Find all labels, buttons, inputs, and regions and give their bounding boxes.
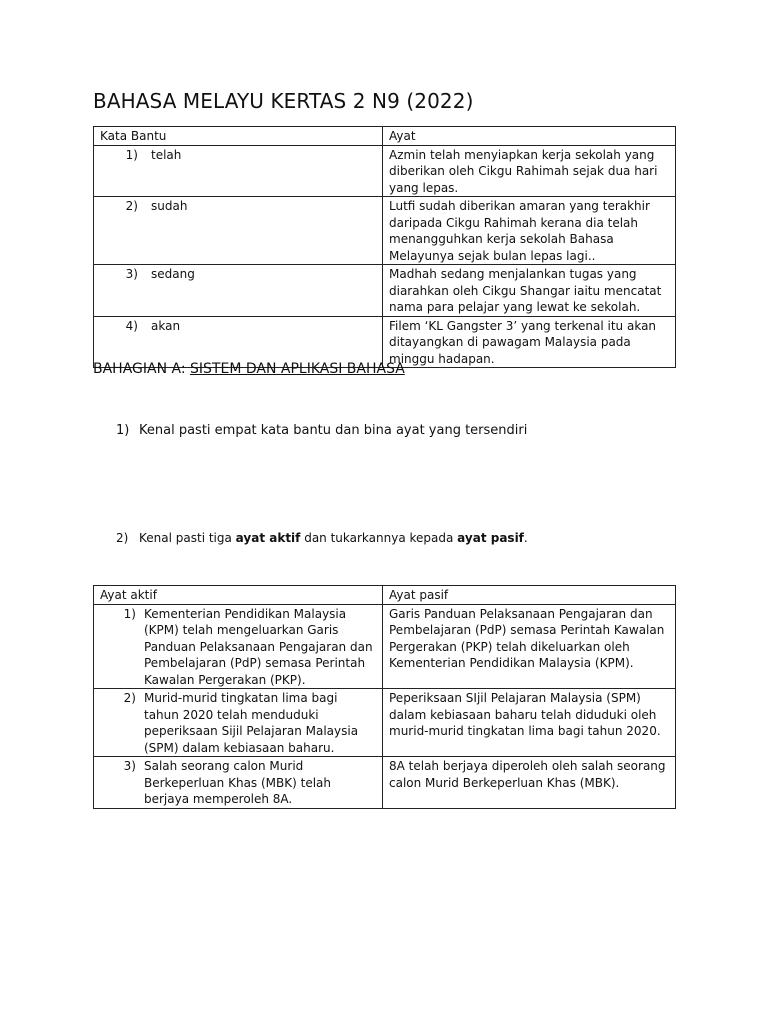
ayat-cell: Lutfi sudah diberikan amaran yang terakhir daripada Cikgu Rahimah kerana dia telah menangguhkan kerja sekolah Bahasa Melayunya sejak bulan lepas lagi..	[383, 197, 676, 265]
ayat-pasif-cell: Peperiksaan SIjil Pelajaran Malaysia (SPM) dalam kebiasaan baharu telah diduduki oleh murid-murid tingkatan lima bagi tahun 2020.	[383, 689, 676, 757]
ayat-cell: Madhah sedang menjalankan tugas yang diarahkan oleh Cikgu Shangar iaitu mencatat nama para pelajar yang lewat ke sekolah.	[383, 265, 676, 317]
row-number: 1)	[125, 147, 138, 162]
kata-bantu-word: sudah	[151, 199, 188, 213]
question-text-part: Kenal pasti tiga	[139, 531, 236, 545]
question-text-part: dan tukarkannya kepada	[300, 531, 458, 545]
question-text-part: .	[523, 531, 528, 545]
section-a-title: SISTEM DAN APLIKASI BAHASA	[190, 361, 405, 377]
ayat-cell: Filem ‘KL Gangster 3’ yang terkenal itu akan ditayangkan di pawagam Malaysia pada minggu hadapan.	[383, 316, 676, 368]
section-a-prefix: BAHAGIAN A:	[93, 361, 191, 377]
kata-bantu-table	[93, 126, 676, 368]
table-row	[94, 316, 676, 368]
question-1	[116, 423, 527, 438]
table-row	[94, 689, 676, 757]
table-row	[94, 604, 676, 689]
row-number: 4)	[125, 318, 138, 333]
section-a-heading	[93, 361, 405, 377]
table-row	[94, 265, 676, 317]
table-row	[94, 145, 676, 197]
table-header-row	[94, 586, 676, 605]
question-2	[116, 531, 528, 545]
question-text: Kenal pasti empat kata bantu dan bina ayat yang tersendiri	[139, 423, 528, 438]
question-bold-ayat-pasif: ayat pasif	[457, 531, 524, 545]
ayat-aktif-cell: Kementerian Pendidikan Malaysia (KPM) telah mengeluarkan Garis Panduan Pelaksanaan Pengajaran dan Pembelajaran (PdP) semasa Perintah Kawalan Pergerakan (PKP).	[144, 606, 373, 687]
kata-bantu-word: akan	[151, 318, 181, 333]
table-header-row	[94, 127, 676, 146]
header-kata-bantu: Kata Bantu	[94, 127, 383, 146]
ayat-pasif-cell: 8A telah berjaya diperoleh oleh salah seorang calon Murid Berkeperluan Khas (MBK).	[383, 757, 676, 809]
ayat-pasif-cell: Garis Panduan Pelaksanaan Pengajaran dan Pembelajaran (PdP) semasa Perintah Kawalan Pergerakan (PKP) telah dikeluarkan oleh Kementerian Pendidikan Malaysia (KPM).	[383, 604, 676, 689]
question-number: 2)	[116, 531, 129, 545]
table-row	[94, 197, 676, 265]
ayat-aktif-cell: Murid-murid tingkatan lima bagi tahun 2020 telah menduduki peperiksaan Sijil Pelajaran Malaysia (SPM) dalam kebiasaan baharu.	[144, 691, 359, 755]
header-ayat-aktif: Ayat aktif	[94, 586, 383, 605]
ayat-aktif-pasif-table	[93, 585, 676, 809]
kata-bantu-word: telah	[151, 147, 182, 162]
document-title: BAHASA MELAYU KERTAS 2 N9 (2022)	[93, 89, 474, 113]
row-number: 3)	[123, 759, 136, 773]
row-number: 2)	[123, 691, 136, 705]
ayat-aktif-cell: Salah seorang calon Murid Berkeperluan Khas (MBK) telah berjaya memperoleh 8A.	[144, 759, 332, 806]
table-row	[94, 757, 676, 809]
question-bold-ayat-aktif: ayat aktif	[235, 531, 301, 545]
row-number: 1)	[123, 606, 136, 621]
row-number: 2)	[125, 199, 138, 213]
header-ayat-pasif: Ayat pasif	[383, 586, 676, 605]
kata-bantu-word: sedang	[151, 267, 195, 281]
ayat-cell: Azmin telah menyiapkan kerja sekolah yang diberikan oleh Cikgu Rahimah sejak dua hari yang lepas.	[383, 145, 676, 197]
header-ayat: Ayat	[383, 127, 676, 146]
row-number: 3)	[125, 267, 138, 281]
question-number: 1)	[116, 423, 130, 438]
